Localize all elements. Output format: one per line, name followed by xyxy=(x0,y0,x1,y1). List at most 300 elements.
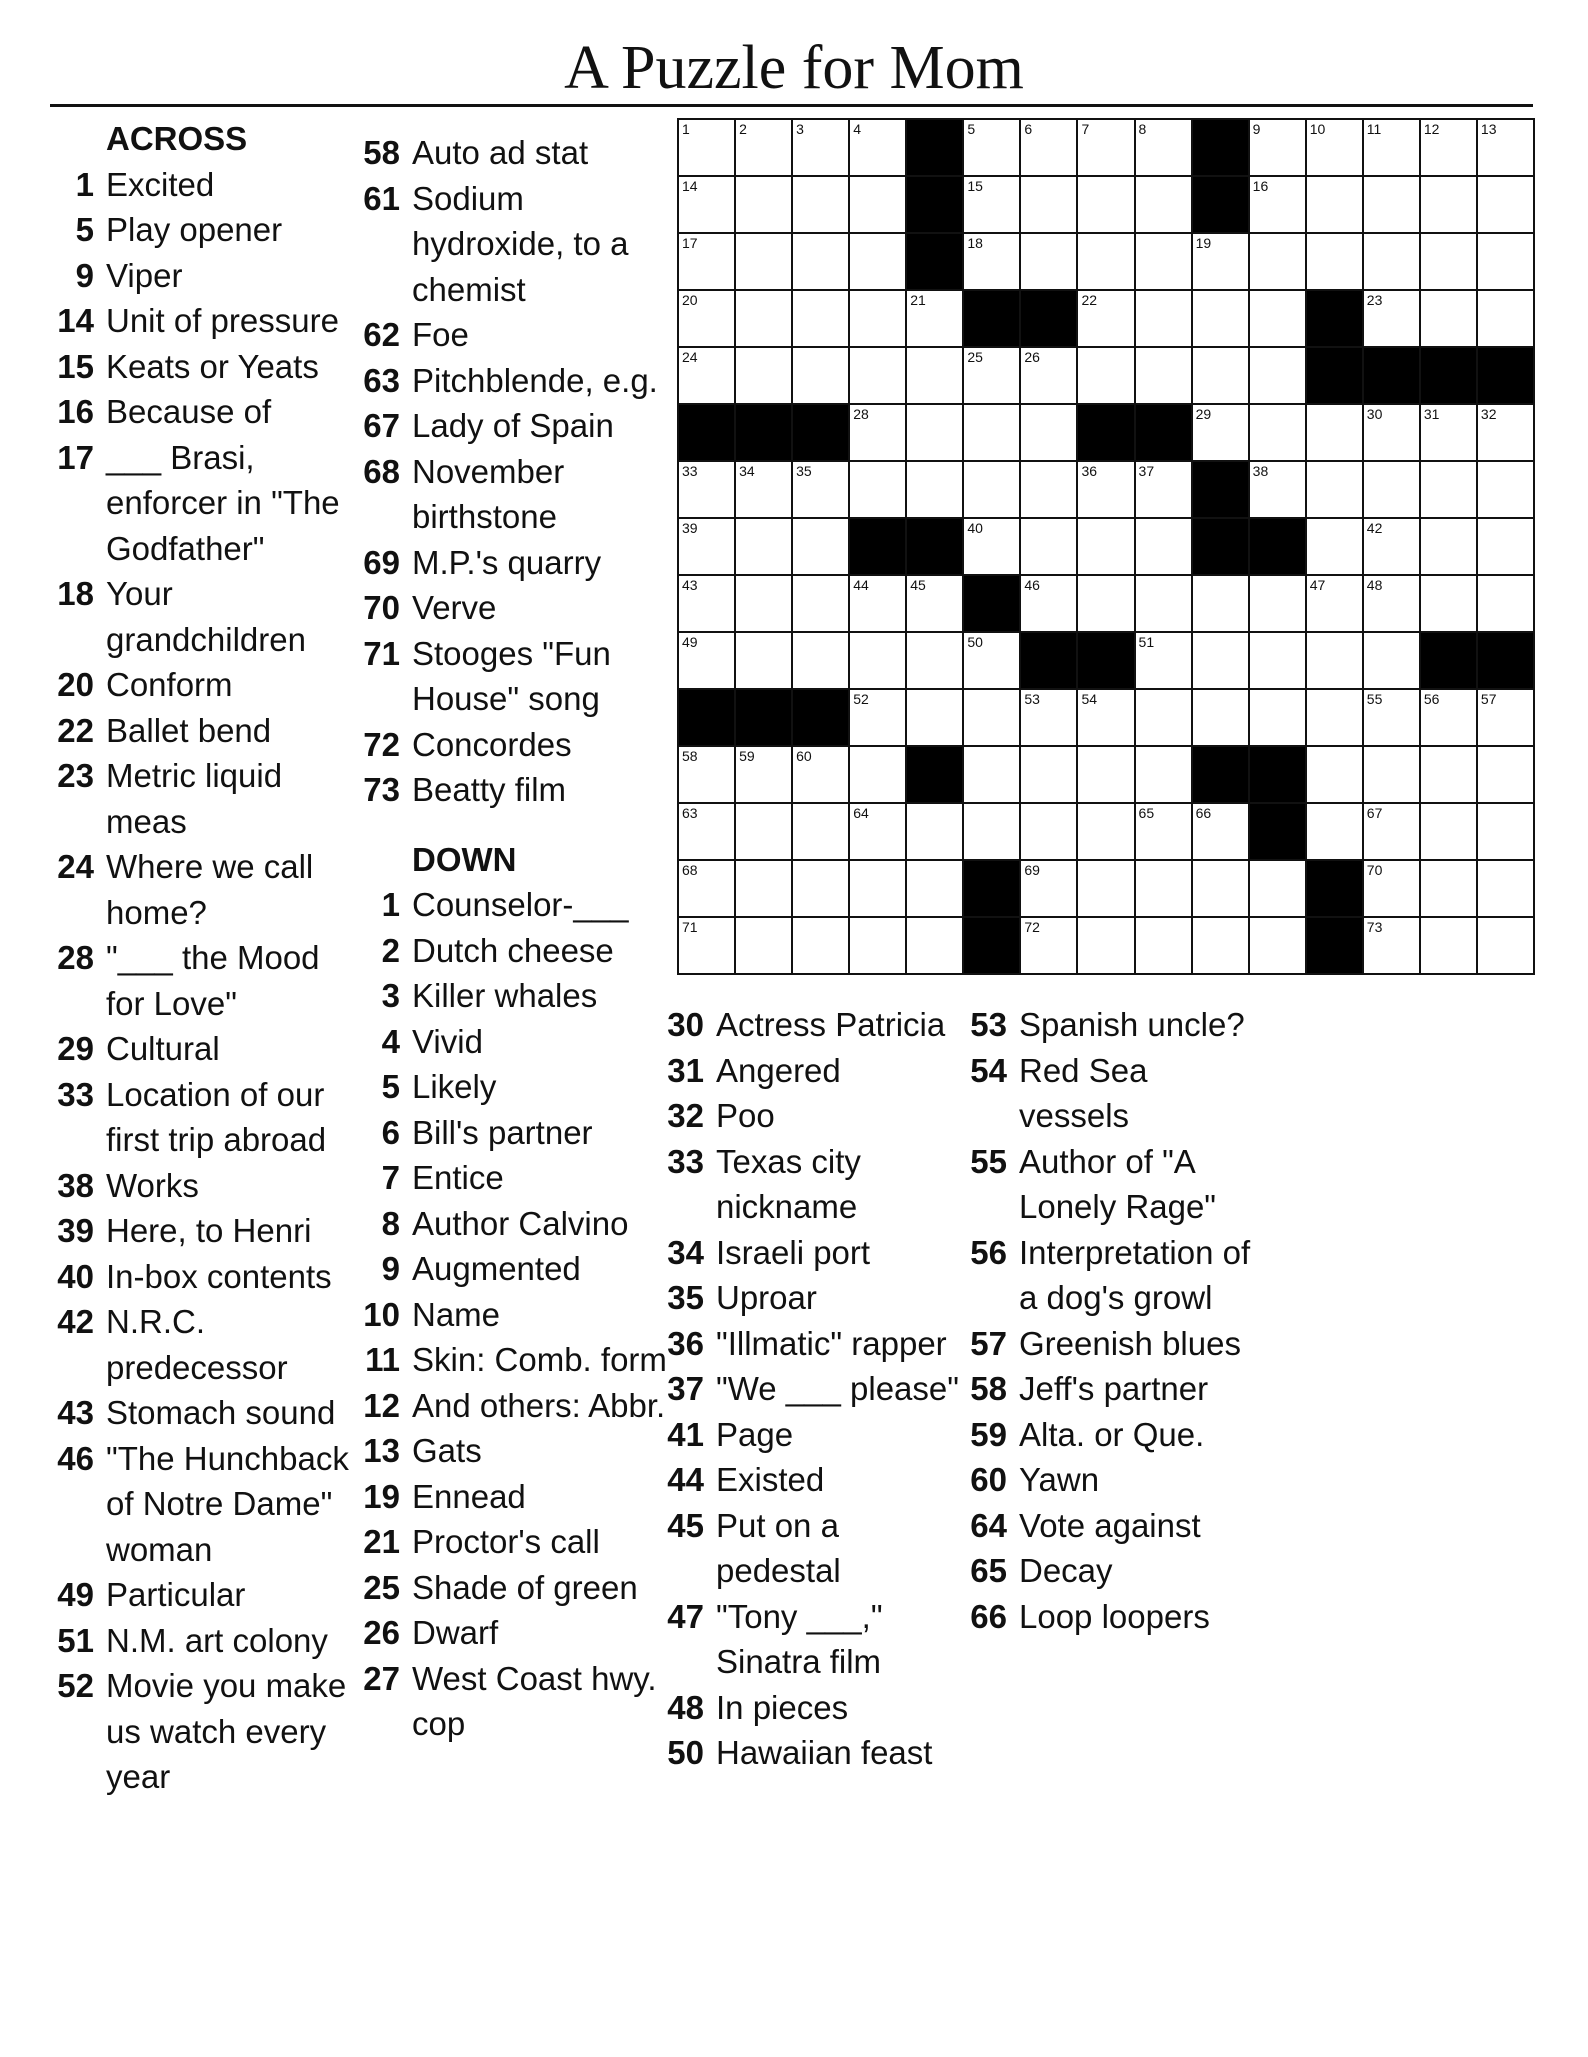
cell-number: 63 xyxy=(682,805,698,821)
cell-number: 37 xyxy=(1138,463,1155,479)
grid-cell[interactable] xyxy=(963,461,1020,518)
grid-block xyxy=(963,575,1020,632)
grid-cell[interactable] xyxy=(849,746,906,803)
grid-cell[interactable] xyxy=(1249,404,1306,461)
clue-text: Works xyxy=(106,1166,199,1204)
grid-cell[interactable] xyxy=(906,860,963,917)
grid-block xyxy=(1192,518,1249,575)
grid-cell[interactable] xyxy=(1363,518,1420,575)
cell-number: 55 xyxy=(1366,691,1383,707)
grid-cell[interactable] xyxy=(1077,176,1134,233)
grid-cell[interactable] xyxy=(1135,518,1192,575)
grid-cell[interactable] xyxy=(1477,176,1534,233)
grid-cell[interactable] xyxy=(1363,119,1420,176)
grid-cell[interactable] xyxy=(1020,803,1077,860)
grid-cell[interactable] xyxy=(963,632,1020,689)
grid-cell[interactable] xyxy=(1477,404,1534,461)
cell-number: 34 xyxy=(739,463,755,479)
clue-number: 42 xyxy=(57,1303,94,1340)
clue-across-68 xyxy=(356,449,672,540)
grid-cell[interactable] xyxy=(1192,233,1249,290)
grid-cell[interactable] xyxy=(849,689,906,746)
clue-text: And others: Abbr. xyxy=(412,1386,666,1424)
clue-text: Hawaiian feast xyxy=(716,1734,933,1771)
grid-cell[interactable] xyxy=(1249,233,1306,290)
grid-cell[interactable] xyxy=(849,176,906,233)
grid-cell[interactable] xyxy=(1306,803,1363,860)
clue-text: Beatty film xyxy=(412,771,567,808)
grid-cell[interactable] xyxy=(906,347,963,404)
clue-text: Shade of green xyxy=(412,1568,638,1606)
grid-cell[interactable] xyxy=(1192,290,1249,347)
grid-cell[interactable] xyxy=(1249,176,1306,233)
grid-cell[interactable] xyxy=(678,917,735,974)
clue-down-3 xyxy=(356,973,672,1019)
clue-down-12 xyxy=(356,1383,672,1429)
clue-text: Author Calvino xyxy=(412,1204,629,1242)
grid-cell[interactable] xyxy=(1477,917,1534,974)
grid-cell[interactable] xyxy=(1077,575,1134,632)
clue-across-38 xyxy=(50,1163,355,1209)
grid-cell[interactable] xyxy=(849,233,906,290)
grid-cell[interactable] xyxy=(1306,176,1363,233)
clue-number: 62 xyxy=(363,316,400,353)
grid-cell[interactable] xyxy=(735,233,792,290)
clue-down-31 xyxy=(660,1048,960,1094)
grid-cell[interactable] xyxy=(1477,233,1534,290)
clue-number: 47 xyxy=(667,1597,704,1635)
grid-cell[interactable] xyxy=(1363,233,1420,290)
grid-cell[interactable] xyxy=(1020,461,1077,518)
grid-cell[interactable] xyxy=(1420,746,1477,803)
clue-number: 1 xyxy=(75,165,94,203)
grid-block xyxy=(963,917,1020,974)
grid-cell[interactable] xyxy=(1306,119,1363,176)
grid-cell[interactable] xyxy=(1249,632,1306,689)
grid-cell[interactable] xyxy=(1306,518,1363,575)
grid-cell[interactable] xyxy=(1477,575,1534,632)
grid-cell[interactable] xyxy=(1306,632,1363,689)
clue-number: 32 xyxy=(667,1097,704,1134)
grid-cell[interactable] xyxy=(1135,746,1192,803)
clue-across-69 xyxy=(356,540,672,586)
cell-number: 42 xyxy=(1366,520,1383,536)
grid-cell[interactable] xyxy=(1249,860,1306,917)
clue-text: Interpretation of a dog's growl xyxy=(1019,1233,1251,1316)
grid-cell[interactable] xyxy=(1477,689,1534,746)
clue-across-72 xyxy=(356,722,672,768)
grid-cell[interactable] xyxy=(906,461,963,518)
clue-number: 12 xyxy=(363,1386,400,1424)
cell-number: 49 xyxy=(682,634,698,650)
grid-cell[interactable] xyxy=(1192,575,1249,632)
grid-cell[interactable] xyxy=(1249,347,1306,404)
grid-cell[interactable] xyxy=(963,689,1020,746)
grid-block xyxy=(906,233,963,290)
grid-cell[interactable] xyxy=(906,689,963,746)
grid-cell[interactable] xyxy=(735,347,792,404)
grid-block xyxy=(1077,632,1134,689)
cell-number: 29 xyxy=(1195,406,1212,422)
grid-cell[interactable] xyxy=(1363,176,1420,233)
grid-cell[interactable] xyxy=(1420,575,1477,632)
grid-cell[interactable] xyxy=(678,746,735,803)
grid-block xyxy=(849,518,906,575)
grid-cell[interactable] xyxy=(1020,176,1077,233)
grid-cell[interactable] xyxy=(1077,233,1134,290)
grid-cell[interactable] xyxy=(792,119,849,176)
clue-number: 6 xyxy=(381,1113,400,1151)
grid-cell[interactable] xyxy=(1077,803,1134,860)
clue-down-48 xyxy=(660,1685,960,1731)
clue-text: Uproar xyxy=(716,1279,817,1316)
grid-cell[interactable] xyxy=(1420,689,1477,746)
grid-cell[interactable] xyxy=(1420,917,1477,974)
clue-across-63 xyxy=(356,358,672,404)
grid-cell[interactable] xyxy=(1077,290,1134,347)
clue-text: Sodium hydroxide, to a chemist xyxy=(412,179,629,308)
grid-cell[interactable] xyxy=(1135,461,1192,518)
grid-cell[interactable] xyxy=(1363,860,1420,917)
clue-down-53 xyxy=(963,1002,1263,1048)
clue-number: 51 xyxy=(57,1621,94,1659)
clue-number: 26 xyxy=(363,1614,400,1651)
grid-cell[interactable] xyxy=(1420,290,1477,347)
grid-cell[interactable] xyxy=(792,632,849,689)
grid-cell[interactable] xyxy=(735,461,792,518)
clue-across-24 xyxy=(50,844,355,935)
grid-cell[interactable] xyxy=(1135,176,1192,233)
grid-cell[interactable] xyxy=(792,518,849,575)
grid-block xyxy=(1192,119,1249,176)
grid-cell[interactable] xyxy=(678,632,735,689)
cell-number: 65 xyxy=(1138,805,1155,821)
grid-cell[interactable] xyxy=(1477,290,1534,347)
grid-cell[interactable] xyxy=(1306,575,1363,632)
grid-cell[interactable] xyxy=(849,860,906,917)
grid-block xyxy=(963,290,1020,347)
grid-cell[interactable] xyxy=(1306,746,1363,803)
grid-cell[interactable] xyxy=(1420,803,1477,860)
clue-number: 40 xyxy=(57,1257,94,1295)
clue-number: 49 xyxy=(57,1576,94,1613)
grid-cell[interactable] xyxy=(963,176,1020,233)
grid-cell[interactable] xyxy=(735,518,792,575)
clue-down-30 xyxy=(660,1002,960,1048)
grid-cell[interactable] xyxy=(906,917,963,974)
grid-cell[interactable] xyxy=(678,803,735,860)
grid-cell[interactable] xyxy=(792,860,849,917)
grid-cell[interactable] xyxy=(1020,404,1077,461)
grid-cell[interactable] xyxy=(1477,518,1534,575)
clue-number: 5 xyxy=(75,211,94,248)
clue-number: 33 xyxy=(57,1075,94,1113)
grid-cell[interactable] xyxy=(1477,119,1534,176)
grid-cell[interactable] xyxy=(792,746,849,803)
clue-number: 37 xyxy=(667,1370,704,1407)
clue-across-1 xyxy=(50,162,355,208)
clue-number: 28 xyxy=(57,939,94,976)
clue-number: 46 xyxy=(57,1439,94,1477)
grid-cell[interactable] xyxy=(849,347,906,404)
grid-block xyxy=(678,689,735,746)
grid-cell[interactable] xyxy=(1020,746,1077,803)
clue-number: 72 xyxy=(363,725,400,763)
grid-cell[interactable] xyxy=(1249,290,1306,347)
cell-number: 57 xyxy=(1480,691,1497,707)
grid-cell[interactable] xyxy=(1077,461,1134,518)
cell-number: 21 xyxy=(910,292,926,308)
grid-cell[interactable] xyxy=(1077,119,1134,176)
grid-cell[interactable] xyxy=(1363,917,1420,974)
clue-text: Particular xyxy=(106,1576,246,1613)
grid-cell[interactable] xyxy=(735,119,792,176)
grid-cell[interactable] xyxy=(792,461,849,518)
grid-cell[interactable] xyxy=(963,233,1020,290)
clue-number: 54 xyxy=(970,1051,1007,1089)
clue-down-9 xyxy=(356,1246,672,1292)
grid-cell[interactable] xyxy=(1020,347,1077,404)
grid-cell[interactable] xyxy=(792,575,849,632)
cell-number: 45 xyxy=(910,577,926,593)
grid-cell[interactable] xyxy=(1249,917,1306,974)
grid-cell[interactable] xyxy=(1077,746,1134,803)
grid-cell[interactable] xyxy=(1135,689,1192,746)
grid-cell[interactable] xyxy=(1420,461,1477,518)
clue-number: 52 xyxy=(57,1667,94,1704)
grid-cell[interactable] xyxy=(1420,404,1477,461)
clue-column-4 xyxy=(963,1002,1263,1639)
clue-down-5 xyxy=(356,1064,672,1110)
grid-cell[interactable] xyxy=(849,404,906,461)
clue-text: ___ Brasi, enforcer in "The Godfather" xyxy=(106,438,340,567)
clue-number: 17 xyxy=(57,438,94,476)
grid-cell[interactable] xyxy=(1077,689,1134,746)
grid-cell[interactable] xyxy=(1363,632,1420,689)
clue-text: Dwarf xyxy=(412,1614,499,1651)
grid-cell[interactable] xyxy=(1020,119,1077,176)
grid-cell[interactable] xyxy=(1192,860,1249,917)
clue-down-6 xyxy=(356,1110,672,1156)
grid-cell[interactable] xyxy=(1135,575,1192,632)
grid-cell[interactable] xyxy=(963,518,1020,575)
grid-cell[interactable] xyxy=(1077,917,1134,974)
clue-down-59 xyxy=(963,1412,1263,1458)
grid-cell[interactable] xyxy=(906,290,963,347)
grid-cell[interactable] xyxy=(1077,518,1134,575)
grid-cell[interactable] xyxy=(1363,404,1420,461)
grid-cell[interactable] xyxy=(1477,803,1534,860)
grid-cell[interactable] xyxy=(735,803,792,860)
grid-cell[interactable] xyxy=(963,746,1020,803)
cell-number: 70 xyxy=(1366,862,1383,878)
grid-cell[interactable] xyxy=(1020,518,1077,575)
clue-text: Gats xyxy=(412,1432,482,1469)
grid-cell[interactable] xyxy=(1020,917,1077,974)
grid-cell[interactable] xyxy=(1420,233,1477,290)
grid-cell[interactable] xyxy=(678,461,735,518)
grid-cell[interactable] xyxy=(1249,689,1306,746)
grid-cell[interactable] xyxy=(1420,176,1477,233)
grid-cell[interactable] xyxy=(1135,290,1192,347)
clue-text: Stomach sound xyxy=(106,1394,336,1431)
grid-cell[interactable] xyxy=(849,632,906,689)
grid-cell[interactable] xyxy=(1192,632,1249,689)
grid-cell[interactable] xyxy=(678,860,735,917)
clue-text: Author of "A Lonely Rage" xyxy=(1019,1142,1217,1225)
clue-down-8 xyxy=(356,1201,672,1247)
clue-text: Israeli port xyxy=(716,1233,871,1271)
grid-cell[interactable] xyxy=(1420,860,1477,917)
grid-cell[interactable] xyxy=(906,404,963,461)
grid-cell[interactable] xyxy=(963,119,1020,176)
cell-number: 1 xyxy=(682,121,690,137)
clue-number: 3 xyxy=(381,977,400,1014)
cell-number: 18 xyxy=(967,235,983,251)
grid-cell[interactable] xyxy=(678,119,735,176)
cell-number: 67 xyxy=(1366,805,1383,821)
grid-cell[interactable] xyxy=(906,575,963,632)
grid-cell[interactable] xyxy=(1135,632,1192,689)
grid-cell[interactable] xyxy=(1192,404,1249,461)
grid-cell[interactable] xyxy=(792,803,849,860)
clue-number: 2 xyxy=(381,931,400,969)
clue-across-14 xyxy=(50,298,355,344)
grid-cell[interactable] xyxy=(906,632,963,689)
title-divider xyxy=(50,104,1533,107)
grid-cell[interactable] xyxy=(1363,461,1420,518)
grid-cell[interactable] xyxy=(678,290,735,347)
grid-cell[interactable] xyxy=(963,404,1020,461)
grid-cell[interactable] xyxy=(1020,575,1077,632)
grid-cell[interactable] xyxy=(963,347,1020,404)
clue-text: N.R.C. predecessor xyxy=(106,1303,288,1386)
grid-cell[interactable] xyxy=(1477,746,1534,803)
clue-down-27 xyxy=(356,1656,672,1747)
grid-cell[interactable] xyxy=(735,917,792,974)
grid-cell[interactable] xyxy=(1420,518,1477,575)
grid-cell[interactable] xyxy=(1306,461,1363,518)
clue-text: November birthstone xyxy=(412,452,565,535)
cell-number: 26 xyxy=(1024,349,1040,365)
grid-cell[interactable] xyxy=(1020,689,1077,746)
grid-cell[interactable] xyxy=(963,803,1020,860)
clue-text: N.M. art colony xyxy=(106,1621,328,1659)
grid-cell[interactable] xyxy=(1192,803,1249,860)
clue-down-41 xyxy=(660,1412,960,1458)
grid-cell[interactable] xyxy=(849,917,906,974)
grid-cell[interactable] xyxy=(735,290,792,347)
grid-cell[interactable] xyxy=(1192,689,1249,746)
clue-across-71 xyxy=(356,631,672,722)
clue-down-56 xyxy=(963,1230,1263,1321)
grid-cell[interactable] xyxy=(792,917,849,974)
grid-cell[interactable] xyxy=(849,461,906,518)
grid-cell[interactable] xyxy=(1135,119,1192,176)
grid-cell[interactable] xyxy=(849,119,906,176)
cell-number: 23 xyxy=(1366,292,1383,308)
grid-cell[interactable] xyxy=(1135,860,1192,917)
grid-cell[interactable] xyxy=(1306,404,1363,461)
grid-cell[interactable] xyxy=(1135,347,1192,404)
clue-number: 67 xyxy=(363,407,400,444)
grid-cell[interactable] xyxy=(678,176,735,233)
clue-text: Cultural xyxy=(106,1030,220,1067)
grid-cell[interactable] xyxy=(1477,461,1534,518)
grid-cell[interactable] xyxy=(792,290,849,347)
grid-cell[interactable] xyxy=(1249,461,1306,518)
grid-cell[interactable] xyxy=(849,803,906,860)
grid-cell[interactable] xyxy=(906,803,963,860)
cell-number: 54 xyxy=(1081,691,1098,707)
grid-cell[interactable] xyxy=(1135,803,1192,860)
clue-text: Actress Patricia xyxy=(716,1006,946,1043)
clue-text: "Illmatic" rapper xyxy=(716,1324,947,1362)
crossword-grid[interactable] xyxy=(677,118,1535,975)
grid-cell[interactable] xyxy=(1249,119,1306,176)
grid-cell[interactable] xyxy=(1306,233,1363,290)
grid-cell[interactable] xyxy=(735,176,792,233)
grid-cell[interactable] xyxy=(1363,689,1420,746)
grid-cell[interactable] xyxy=(792,176,849,233)
cell-number: 19 xyxy=(1195,235,1212,251)
grid-cell[interactable] xyxy=(678,575,735,632)
grid-cell[interactable] xyxy=(1135,233,1192,290)
grid-cell[interactable] xyxy=(849,575,906,632)
clue-down-21 xyxy=(356,1519,672,1565)
grid-cell[interactable] xyxy=(1477,860,1534,917)
grid-cell[interactable] xyxy=(1077,347,1134,404)
grid-cell[interactable] xyxy=(1020,233,1077,290)
clue-number: 5 xyxy=(381,1068,400,1105)
grid-block xyxy=(1306,347,1363,404)
clue-text: Auto ad stat xyxy=(412,134,589,171)
clue-text: Entice xyxy=(412,1159,504,1196)
grid-cell[interactable] xyxy=(735,746,792,803)
grid-cell[interactable] xyxy=(1363,803,1420,860)
grid-cell[interactable] xyxy=(1249,575,1306,632)
clue-number: 45 xyxy=(667,1506,704,1544)
grid-cell[interactable] xyxy=(1363,746,1420,803)
grid-cell[interactable] xyxy=(792,233,849,290)
grid-cell[interactable] xyxy=(678,518,735,575)
grid-cell[interactable] xyxy=(849,290,906,347)
clue-text: Alta. or Que. xyxy=(1019,1415,1205,1453)
grid-cell[interactable] xyxy=(1020,860,1077,917)
clue-down-60 xyxy=(963,1457,1263,1503)
clue-text: Unit of pressure xyxy=(106,302,339,339)
grid-cell[interactable] xyxy=(1363,290,1420,347)
clue-number: 43 xyxy=(57,1394,94,1431)
grid-cell[interactable] xyxy=(678,233,735,290)
clue-text: Loop loopers xyxy=(1019,1597,1210,1635)
cell-number: 68 xyxy=(682,862,698,878)
grid-cell[interactable] xyxy=(1192,917,1249,974)
grid-cell[interactable] xyxy=(735,632,792,689)
clue-down-26 xyxy=(356,1610,672,1656)
grid-cell[interactable] xyxy=(792,347,849,404)
clue-number: 30 xyxy=(667,1006,704,1043)
grid-cell[interactable] xyxy=(1306,689,1363,746)
grid-cell[interactable] xyxy=(1192,347,1249,404)
grid-cell[interactable] xyxy=(735,860,792,917)
grid-cell[interactable] xyxy=(1135,917,1192,974)
grid-cell[interactable] xyxy=(678,347,735,404)
grid-cell[interactable] xyxy=(735,575,792,632)
grid-cell[interactable] xyxy=(1420,119,1477,176)
grid-cell[interactable] xyxy=(1077,860,1134,917)
grid-cell[interactable] xyxy=(1363,575,1420,632)
